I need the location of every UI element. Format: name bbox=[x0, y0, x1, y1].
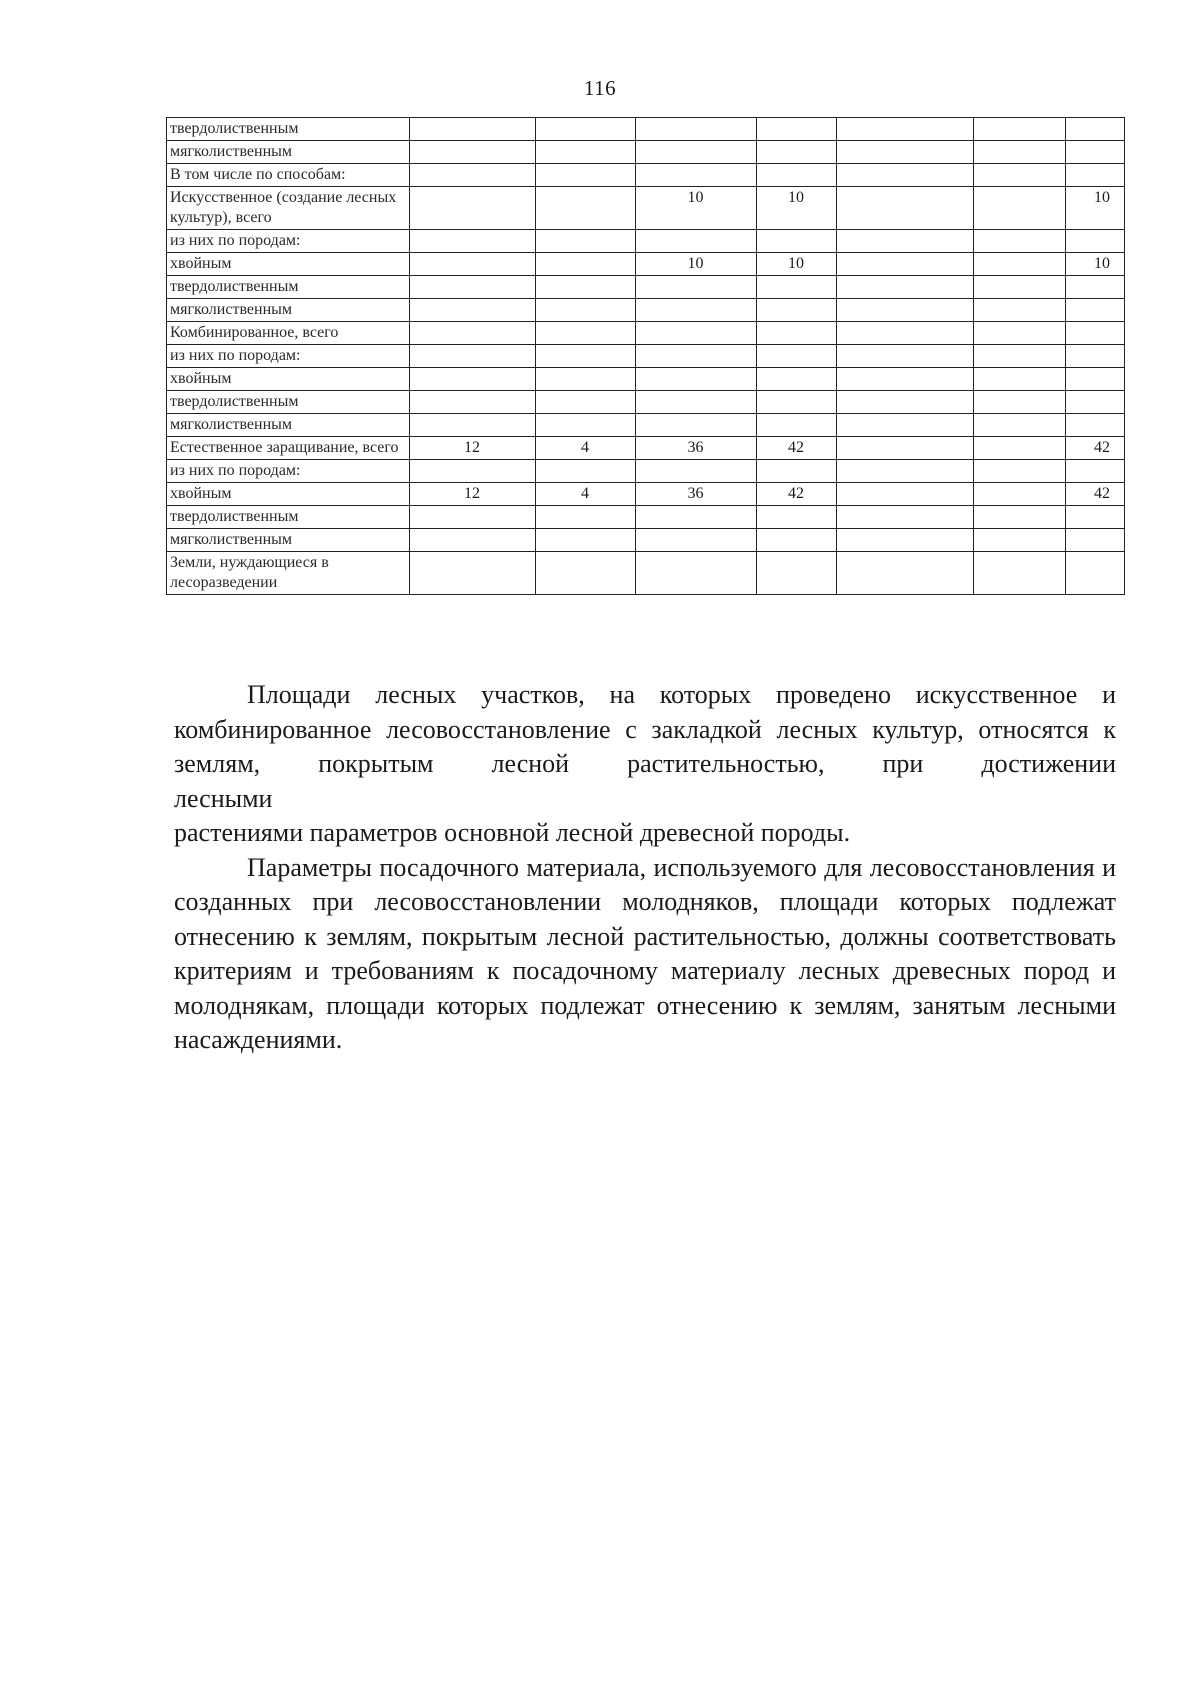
table-cell: 10 bbox=[757, 187, 837, 230]
table-cell bbox=[410, 164, 536, 187]
row-label: твердолиственным bbox=[167, 118, 410, 141]
table-cell bbox=[757, 230, 837, 253]
paragraph-2: Параметры посадочного материала, используемого для лесовосстановления и созданных при лесовосстановлении молодняков, площади которых подлежат отнесению к землям, покрытым лесной растительностью, должны соответствовать критериям и требованиям к посадочному материалу лесных древесных пород и молоднякам, площади которых подлежат отнесению к землям, занятым лесными насаждениями. bbox=[174, 852, 1116, 1054]
table-cell bbox=[974, 368, 1066, 391]
table-cell bbox=[837, 187, 974, 230]
table-cell bbox=[757, 414, 837, 437]
row-label: твердолиственным bbox=[167, 506, 410, 529]
table-cell: 42 bbox=[1066, 483, 1125, 506]
table-cell bbox=[410, 529, 536, 552]
table-cell bbox=[536, 187, 636, 230]
table-cell bbox=[1066, 552, 1125, 595]
table-cell bbox=[1066, 414, 1125, 437]
table-cell bbox=[636, 506, 757, 529]
table-cell bbox=[974, 322, 1066, 345]
table-cell bbox=[974, 345, 1066, 368]
table-cell bbox=[757, 276, 837, 299]
table-cell bbox=[536, 460, 636, 483]
table-cell bbox=[757, 460, 837, 483]
table-cell: 12 bbox=[410, 437, 536, 460]
table-row bbox=[167, 253, 1125, 276]
table-row bbox=[167, 437, 1125, 460]
table-cell bbox=[410, 276, 536, 299]
table-cell bbox=[837, 437, 974, 460]
table-cell bbox=[974, 253, 1066, 276]
paragraph-1-line-a: лесными bbox=[174, 783, 273, 813]
table-cell bbox=[536, 391, 636, 414]
table-row bbox=[167, 322, 1125, 345]
table-row bbox=[167, 391, 1125, 414]
table-cell bbox=[974, 414, 1066, 437]
table-cell bbox=[757, 164, 837, 187]
table-row bbox=[167, 506, 1125, 529]
table-cell bbox=[536, 529, 636, 552]
table-cell bbox=[1066, 322, 1125, 345]
table-cell bbox=[757, 345, 837, 368]
table-cell bbox=[974, 187, 1066, 230]
table-cell bbox=[757, 299, 837, 322]
table-row bbox=[167, 345, 1125, 368]
table-cell bbox=[1066, 118, 1125, 141]
table-cell bbox=[837, 414, 974, 437]
table-cell bbox=[536, 368, 636, 391]
table-cell bbox=[1066, 299, 1125, 322]
table-cell bbox=[636, 552, 757, 595]
table-cell bbox=[837, 141, 974, 164]
row-label: В том числе по способам: bbox=[167, 164, 410, 187]
table-cell bbox=[636, 460, 757, 483]
table-cell bbox=[837, 506, 974, 529]
table-row bbox=[167, 118, 1125, 141]
table-cell bbox=[1066, 141, 1125, 164]
table-cell bbox=[410, 299, 536, 322]
table-row bbox=[167, 276, 1125, 299]
table-cell bbox=[1066, 368, 1125, 391]
table-cell bbox=[410, 322, 536, 345]
table-cell bbox=[837, 230, 974, 253]
table-cell bbox=[837, 276, 974, 299]
row-label: хвойным bbox=[167, 253, 410, 276]
table-cell bbox=[536, 276, 636, 299]
table-row bbox=[167, 230, 1125, 253]
table-cell bbox=[837, 322, 974, 345]
table-cell bbox=[410, 253, 536, 276]
table-cell bbox=[757, 141, 837, 164]
reforestation-table bbox=[166, 117, 1125, 595]
table-cell bbox=[1066, 230, 1125, 253]
table-cell bbox=[410, 118, 536, 141]
table-cell bbox=[837, 391, 974, 414]
table-cell bbox=[636, 368, 757, 391]
table-cell bbox=[1066, 345, 1125, 368]
row-label: твердолиственным bbox=[167, 391, 410, 414]
paragraph-1: Площади лесных участков, на которых проведено искусственное и комбинированное лесовосстановление с закладкой лесных культур, относятся к землям, покрытым лесной растительностью, при достижении bbox=[174, 680, 1116, 778]
table-cell bbox=[974, 483, 1066, 506]
row-label: из них по породам: bbox=[167, 460, 410, 483]
table-cell bbox=[974, 141, 1066, 164]
table-cell bbox=[1066, 391, 1125, 414]
table-cell bbox=[837, 299, 974, 322]
table-row bbox=[167, 187, 1125, 230]
table-row bbox=[167, 141, 1125, 164]
table-row bbox=[167, 299, 1125, 322]
table-cell bbox=[536, 164, 636, 187]
table-cell bbox=[974, 391, 1066, 414]
table-body bbox=[167, 118, 1125, 595]
table-cell bbox=[536, 552, 636, 595]
table-cell: 4 bbox=[536, 437, 636, 460]
table-row bbox=[167, 368, 1125, 391]
table-cell: 42 bbox=[1066, 437, 1125, 460]
table-cell bbox=[974, 164, 1066, 187]
table-cell bbox=[536, 230, 636, 253]
table-row bbox=[167, 529, 1125, 552]
table-cell bbox=[410, 391, 536, 414]
table-cell: 12 bbox=[410, 483, 536, 506]
table-cell bbox=[636, 230, 757, 253]
table-cell bbox=[410, 345, 536, 368]
table-cell: 10 bbox=[1066, 187, 1125, 230]
table-cell: 4 bbox=[536, 483, 636, 506]
table-cell bbox=[410, 552, 536, 595]
table-cell bbox=[757, 322, 837, 345]
table-cell: 36 bbox=[636, 483, 757, 506]
table-row bbox=[167, 164, 1125, 187]
table-cell bbox=[837, 118, 974, 141]
row-label: хвойным bbox=[167, 483, 410, 506]
table-cell bbox=[536, 322, 636, 345]
table-cell bbox=[636, 529, 757, 552]
table-cell bbox=[410, 187, 536, 230]
table-cell bbox=[974, 276, 1066, 299]
row-label: мягколиственным bbox=[167, 529, 410, 552]
table-cell bbox=[757, 529, 837, 552]
row-label: хвойным bbox=[167, 368, 410, 391]
table-cell bbox=[1066, 506, 1125, 529]
page-number: 116 bbox=[583, 76, 617, 100]
table-cell bbox=[636, 322, 757, 345]
table-cell bbox=[636, 118, 757, 141]
table-cell bbox=[1066, 529, 1125, 552]
table-cell bbox=[974, 118, 1066, 141]
table-cell bbox=[974, 460, 1066, 483]
table-cell: 42 bbox=[757, 437, 837, 460]
table-cell bbox=[837, 460, 974, 483]
table-cell bbox=[757, 391, 837, 414]
row-label: Комбинированное, всего bbox=[167, 322, 410, 345]
table-cell: 10 bbox=[757, 253, 837, 276]
row-label: мягколиственным bbox=[167, 299, 410, 322]
row-label: Естественное заращивание, всего bbox=[167, 437, 410, 460]
table-cell bbox=[536, 506, 636, 529]
row-label: мягколиственным bbox=[167, 141, 410, 164]
body-text bbox=[174, 678, 1116, 1058]
table-cell bbox=[636, 414, 757, 437]
row-label: Земли, нуждающиеся в лесоразведении bbox=[167, 552, 410, 595]
table-cell bbox=[837, 164, 974, 187]
table-cell bbox=[410, 230, 536, 253]
table-cell bbox=[974, 437, 1066, 460]
table-cell bbox=[536, 345, 636, 368]
table-cell bbox=[536, 118, 636, 141]
table-cell: 36 bbox=[636, 437, 757, 460]
table-cell bbox=[636, 141, 757, 164]
table-cell bbox=[410, 506, 536, 529]
table-cell bbox=[837, 483, 974, 506]
table-cell bbox=[410, 460, 536, 483]
table-cell bbox=[536, 253, 636, 276]
row-label: твердолиственным bbox=[167, 276, 410, 299]
table-cell bbox=[837, 345, 974, 368]
table-cell bbox=[410, 414, 536, 437]
table-row bbox=[167, 414, 1125, 437]
table-cell bbox=[757, 506, 837, 529]
table-cell bbox=[974, 230, 1066, 253]
table-cell: 42 bbox=[757, 483, 837, 506]
table-cell: 10 bbox=[1066, 253, 1125, 276]
table-cell: 10 bbox=[636, 253, 757, 276]
row-label: Искусственное (создание лесных культур), всего bbox=[167, 187, 410, 230]
row-label: из них по породам: bbox=[167, 230, 410, 253]
row-label: мягколиственным bbox=[167, 414, 410, 437]
table-cell: 10 bbox=[636, 187, 757, 230]
table-cell bbox=[757, 368, 837, 391]
table-cell bbox=[410, 368, 536, 391]
table-cell bbox=[974, 529, 1066, 552]
table-cell bbox=[1066, 276, 1125, 299]
table-cell bbox=[974, 506, 1066, 529]
table-cell bbox=[410, 141, 536, 164]
table-cell bbox=[837, 368, 974, 391]
table-cell bbox=[837, 253, 974, 276]
table-cell bbox=[636, 391, 757, 414]
table-cell bbox=[636, 276, 757, 299]
table-row bbox=[167, 552, 1125, 595]
table-cell bbox=[1066, 164, 1125, 187]
table-cell bbox=[536, 414, 636, 437]
table-cell bbox=[636, 299, 757, 322]
table-row bbox=[167, 483, 1125, 506]
table-cell bbox=[636, 164, 757, 187]
table-cell bbox=[1066, 460, 1125, 483]
table-cell bbox=[974, 299, 1066, 322]
paragraph-1-line-b: растениями параметров основной лесной древесной породы. bbox=[174, 818, 851, 847]
row-label: из них по породам: bbox=[167, 345, 410, 368]
table-cell bbox=[837, 529, 974, 552]
table-cell bbox=[536, 299, 636, 322]
table-cell bbox=[757, 118, 837, 141]
table-cell bbox=[757, 552, 837, 595]
table-cell bbox=[636, 345, 757, 368]
table-cell bbox=[536, 141, 636, 164]
table-cell bbox=[837, 552, 974, 595]
table-row bbox=[167, 460, 1125, 483]
table-cell bbox=[974, 552, 1066, 595]
